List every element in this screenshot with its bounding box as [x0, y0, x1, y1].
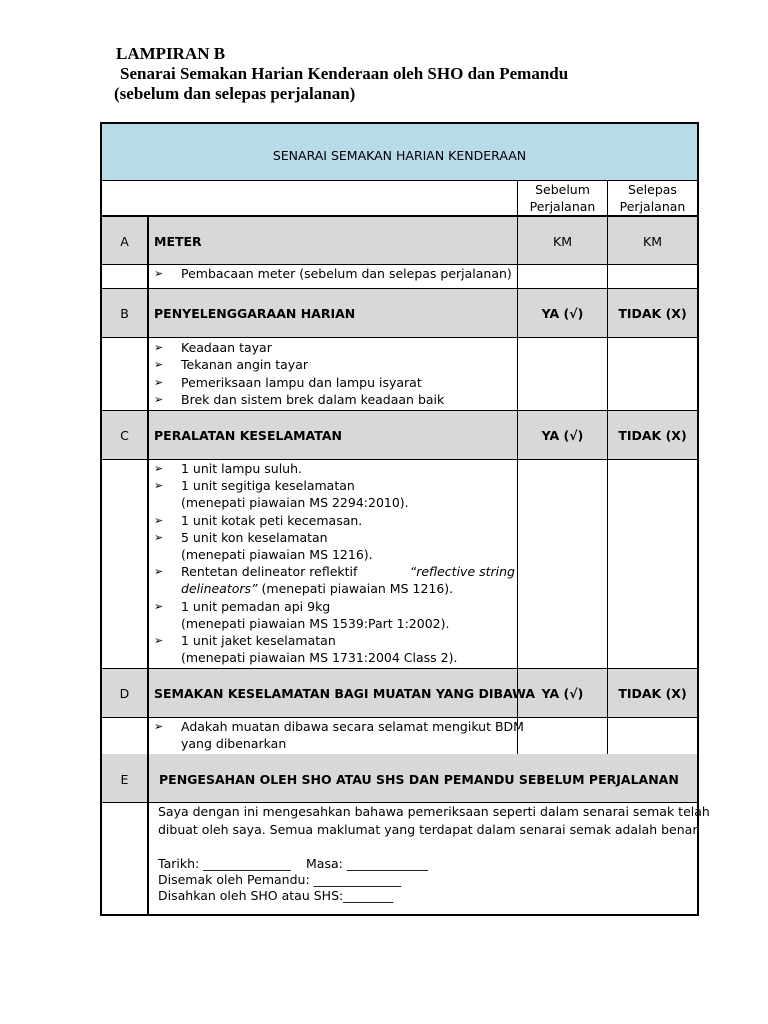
- item-text: 1 unit segitiga keselamatan: [181, 478, 355, 493]
- arrow-bullet-icon: ➢: [154, 376, 164, 389]
- arrow-bullet-icon: ➢: [154, 720, 164, 733]
- arrow-bullet-icon: ➢: [154, 393, 164, 406]
- section-e-code: E: [120, 772, 129, 787]
- section-b-before: YA (√): [541, 306, 584, 321]
- document-subtitle: (sebelum dan selepas perjalanan): [114, 84, 356, 103]
- section-a-before: KM: [553, 234, 572, 249]
- form-title: SENARAI SEMAKAN HARIAN KENDERAAN: [272, 148, 527, 163]
- column-header-before-line: Sebelum: [535, 182, 590, 197]
- item-text: 1 unit kotak peti kecemasan.: [181, 513, 363, 528]
- arrow-bullet-icon: ➢: [154, 565, 164, 578]
- item-text: [181, 563, 515, 581]
- item-continuation: (menepati piawaian MS 2294:2010).: [181, 495, 409, 510]
- item-text-part: (menepati piawaian MS 1216).: [261, 581, 454, 596]
- item-text: Keadaan tayar: [181, 340, 272, 355]
- driver-check-field: Disemak oleh Pemandu: ______________: [158, 872, 402, 887]
- arrow-bullet-icon: ➢: [154, 341, 164, 354]
- appendix-label: LAMPIRAN B: [116, 44, 226, 63]
- section-a-after: KM: [643, 234, 662, 249]
- section-c-before: YA (√): [541, 428, 584, 443]
- column-header-before: [518, 181, 607, 215]
- arrow-bullet-icon: ➢: [154, 358, 164, 371]
- item-text: Adakah muatan dibawa secara selamat mengikut BDM: [181, 719, 524, 734]
- item-continuation: (menepati piawaian MS 1216).: [181, 547, 373, 562]
- section-e-title: PENGESAHAN OLEH SHO ATAU SHS DAN PEMANDU SEBELUM PERJALANAN: [159, 772, 679, 787]
- arrow-bullet-icon: ➢: [154, 462, 164, 475]
- section-b-after: TIDAK (X): [618, 306, 687, 321]
- arrow-bullet-icon: ➢: [154, 267, 164, 280]
- item-text-italic: “reflective string: [409, 564, 515, 579]
- column-header-after: [608, 181, 697, 215]
- item-text: 1 unit lampu suluh.: [181, 461, 302, 476]
- item-text: 1 unit jaket keselamatan: [181, 633, 336, 648]
- section-b-title: PENYELENGGARAAN HARIAN: [154, 306, 356, 321]
- rule: [517, 180, 518, 754]
- item-text: Pemeriksaan lampu dan lampu isyarat: [181, 375, 422, 390]
- section-a-code: A: [120, 234, 129, 249]
- arrow-bullet-icon: ➢: [154, 514, 164, 527]
- item-continuation: yang dibenarkan: [181, 736, 287, 751]
- arrow-bullet-icon: ➢: [154, 600, 164, 613]
- arrow-bullet-icon: ➢: [154, 531, 164, 544]
- item-text: 5 unit kon keselamatan: [181, 530, 328, 545]
- rule: [607, 180, 608, 754]
- column-header-before-line: Perjalanan: [529, 199, 596, 214]
- item-text-part: Rentetan delineator reflektif: [181, 564, 358, 579]
- section-d-code: D: [119, 686, 130, 701]
- item-continuation: (menepati piawaian MS 1539:Part 1:2002).: [181, 616, 450, 631]
- section-d-after: TIDAK (X): [618, 686, 687, 701]
- column-header-after-line: Perjalanan: [619, 199, 686, 214]
- section-a-title: METER: [154, 234, 202, 249]
- section-c-after: TIDAK (X): [618, 428, 687, 443]
- date-field: Tarikh: ______________: [158, 856, 291, 871]
- item-text: 1 unit pemadan api 9kg: [181, 599, 331, 614]
- section-b-code: B: [120, 306, 129, 321]
- item-continuation: (menepati piawaian MS 1731:2004 Class 2).: [181, 650, 458, 665]
- time-field: Masa: _____________: [306, 856, 429, 871]
- section-c-code: C: [120, 428, 129, 443]
- confirmation-statement-2: dibuat oleh saya. Semua maklumat yang terdapat dalam senarai semak adalah benar.: [158, 822, 701, 837]
- item-text: Brek dan sistem brek dalam keadaan baik: [181, 392, 445, 407]
- section-c-title: PERALATAN KESELAMATAN: [154, 428, 342, 443]
- confirmation-statement-1: Saya dengan ini mengesahkan bahawa pemeriksaan seperti dalam senarai semak telah: [158, 804, 710, 819]
- arrow-bullet-icon: ➢: [154, 479, 164, 492]
- item-continuation: [181, 580, 453, 598]
- checklist-form: [100, 122, 710, 916]
- item-text: Pembacaan meter (sebelum dan selepas perjalanan): [181, 266, 512, 281]
- rule: [147, 215, 149, 916]
- document-heading: [116, 44, 568, 104]
- item-text-italic: delineators”: [181, 581, 258, 596]
- approval-field: Disahkan oleh SHO atau SHS:________: [158, 888, 394, 903]
- column-header-after-line: Selepas: [628, 182, 677, 197]
- section-d-before: YA (√): [541, 686, 584, 701]
- item-text: Tekanan angin tayar: [181, 357, 309, 372]
- document-title: Senarai Semakan Harian Kenderaan oleh SHO dan Pemandu: [120, 64, 569, 83]
- section-d-title: SEMAKAN KESELAMATAN BAGI MUATAN YANG DIBAWA: [154, 686, 536, 701]
- arrow-bullet-icon: ➢: [154, 634, 164, 647]
